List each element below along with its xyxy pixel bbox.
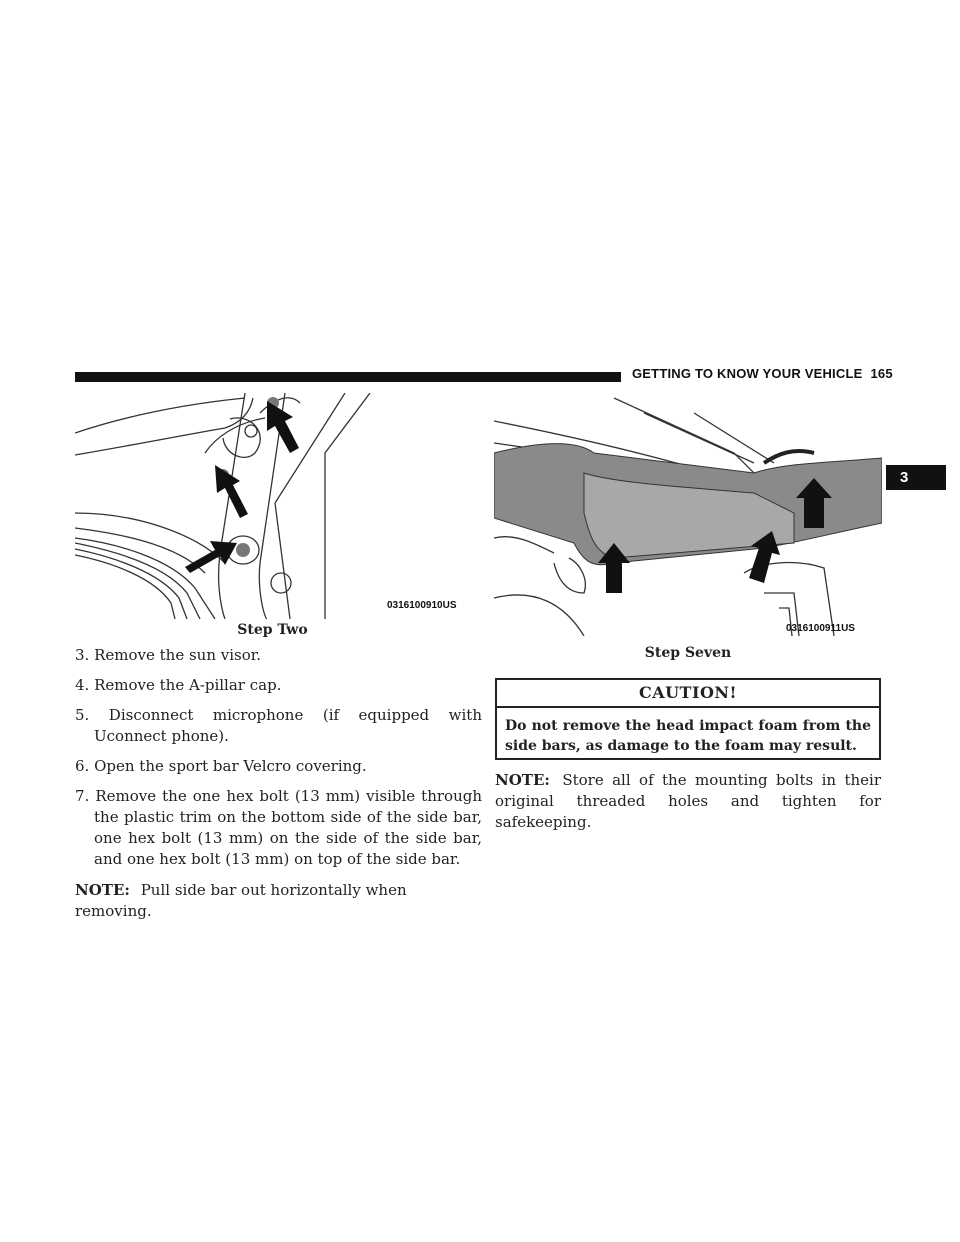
caution-text: Do not remove the head impact foam from the side bars, as damage to the foam may result. (505, 718, 871, 754)
note-right (495, 770, 881, 833)
arrow-icon (215, 465, 248, 518)
step-4: 4. Remove the A-pillar cap. (75, 676, 282, 694)
step-6: 6. Open the sport bar Velcro covering. (75, 757, 367, 775)
note-label: NOTE: (495, 771, 550, 789)
caution-title: CAUTION! (497, 680, 879, 708)
section-title: GETTING TO KNOW YOUR VEHICLE (632, 366, 863, 381)
step-5: 5. Disconnect microphone (if equipped with Uconnect phone). (75, 706, 482, 745)
note-left (75, 880, 463, 922)
figure-caption: Step Two (237, 622, 308, 638)
step-seven-illustration (494, 393, 882, 636)
figure-caption: Step Seven (644, 645, 732, 661)
figure-code: 0316100911US (786, 623, 855, 634)
page-number: 165 (870, 366, 893, 381)
header-rule (75, 372, 621, 382)
step-two-illustration (75, 393, 470, 619)
note-text: Store all of the mounting bolts in their original threaded holes and tighten for safekeeping. (495, 771, 881, 831)
note-label: NOTE: (75, 881, 130, 899)
note-text: Pull side bar out horizontally when removing. (75, 881, 407, 920)
caution-box (495, 678, 881, 760)
step-7: 7. Remove the one hex bolt (13 mm) visible through the plastic trim on the bottom side of the side bar, one hex bolt (13 mm) on the side of the side bar, and one hex bolt (13 mm) on top of the side bar. (75, 787, 482, 868)
figure-code: 0316100910US (387, 600, 457, 611)
side-bar-diagram (494, 393, 882, 636)
a-pillar-diagram (75, 393, 470, 619)
step-3: 3. Remove the sun visor. (75, 646, 262, 664)
arrow-icon (185, 541, 237, 573)
running-header (632, 366, 893, 381)
chapter-tab: 3 (886, 465, 946, 490)
